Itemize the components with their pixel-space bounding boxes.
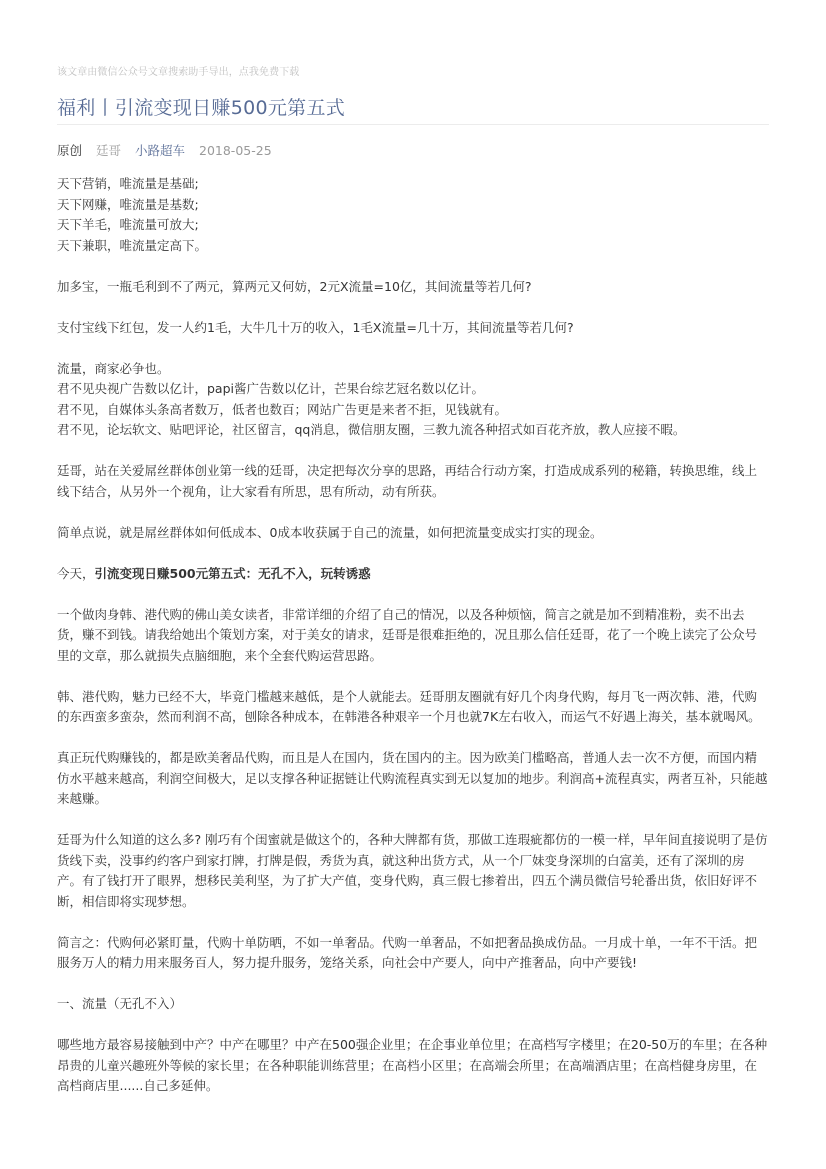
article-title: 福利丨引流变现日赚500元第五式 bbox=[57, 97, 346, 119]
paragraph: 简单点说，就是屌丝群体如何低成本、0成本收获属于自己的流量，如何把流量变成实打实的现金。 bbox=[57, 524, 603, 540]
highlight-prefix: 今天， bbox=[57, 565, 95, 581]
paragraph-highlight bbox=[57, 564, 769, 585]
article-meta bbox=[57, 141, 282, 159]
intro-poem bbox=[57, 174, 769, 256]
poem-line: 天下网赚，唯流量是基数; bbox=[57, 196, 199, 212]
highlight-bold: 引流变现日赚500元第五式：无孔不入，玩转诱惑 bbox=[94, 565, 371, 581]
paragraph: 加多宝，一瓶毛利到不了两元，算两元又何妨，2元X流量=10亿，其间流量等若几何? bbox=[57, 278, 532, 294]
author-name: 廷哥 bbox=[96, 143, 122, 158]
original-tag: 原创 bbox=[57, 143, 83, 158]
paragraph: 廷哥，站在关爱屌丝群体创业第一线的廷哥，决定把每次分享的思路，再结合行动方案，打造成成系列的秘籍，转换思维，线上线下结合，从另外一个视角，让大家看有所思，思有所动，动有所获。 bbox=[57, 463, 758, 499]
paragraph: 廷哥为什么知道的这么多? 刚巧有个闺蜜就是做这个的，各种大牌都有货，那做工连瑕疵都仿的一模一样，早年间直接说明了是仿货线下卖，没事约约客户到家打牌，打牌是假，秀货为真，就这种出货方式，从一个厂妹变身深圳的白富美，还有了深圳的房产。有了钱打开了眼界，想移民美利坚，为了扩大产值，变身代购，真三假七掺着出，四五个满员微信号轮番出货，依旧好评不断，相信即将实现梦想。 bbox=[57, 832, 768, 909]
paragraph: 一个做肉身韩、港代购的佛山美女读者，非常详细的介绍了自己的情况，以及各种烦恼，简言之就是加不到精准粉，卖不出去货，赚不到钱。请我给她出个策划方案，对于美女的请求，廷哥是很难拒绝的，况且那么信任廷哥，花了一个晚上读完了公众号里的文章，那么就损失点脑细胞，来个全套代购运营思路。 bbox=[57, 606, 758, 663]
poem-line: 天下营销，唯流量是基础; bbox=[57, 176, 199, 191]
paragraph-line: 君不见，论坛软文、贴吧评论，社区留言，qq消息，微信朋友圈，三教九流各种招式如百花齐放，教人应接不暇。 bbox=[57, 422, 686, 437]
article-body bbox=[57, 174, 769, 1117]
paragraph: 真正玩代购赚钱的，都是欧美奢品代购，而且是人在国内，货在国内的主。因为欧美门槛略高，普通人去一次不方便，而国内精仿水平越来越高，利润空间极大，足以支撑各种证据链让代购流程真实到无以复加的地步。利润高+流程真实，两者互补，只能越来越赚。 bbox=[57, 750, 768, 806]
account-link[interactable]: 小路超车 bbox=[135, 143, 186, 158]
paragraph-line: 君不见，自媒体头条高者数万，低者也数百；网站广告更是来者不拒，见钱就有。 bbox=[57, 401, 508, 417]
publish-date: 2018-05-25 bbox=[199, 143, 272, 158]
paragraph: 支付宝线下红包，发一人约1毛，大牛几十万的收入，1毛X流量=几十万，其间流量等若几何? bbox=[57, 319, 574, 335]
paragraph: 简言之：代购何必紧盯量，代购十单防晒，不如一单奢品。代购一单奢品，不如把奢品换成仿品。一月成十单，一年不干活。把服务万人的精力用来服务百人，努力提升服务，笼络关系，向社会中产要人，向中产推奢品，向中产要钱! bbox=[57, 934, 758, 970]
paragraph: 韩、港代购，魅力已经不大，毕竟门槛越来越低，是个人就能去。廷哥朋友圈就有好几个肉身代购，每月飞一两次韩、港，代购的东西蛮多蛮杂，然而利润不高，刨除各种成本，在韩港各种艰辛一个月也就7K左右收入，而运气不好遇上海关，基本就喝风。 bbox=[57, 688, 761, 724]
export-note-link[interactable]: 该文章由微信公众号文章搜索助手导出，点我免费下载 bbox=[57, 67, 300, 78]
paragraph-line: 君不见央视广告数以亿计，papi酱广告数以亿计，芒果台综艺冠名数以亿计。 bbox=[57, 381, 485, 396]
paragraph-line: 流量，商家必争也。 bbox=[57, 360, 170, 376]
poem-line: 天下兼职，唯流量定高下。 bbox=[57, 237, 208, 253]
paragraph-group bbox=[57, 359, 769, 441]
title-divider bbox=[57, 124, 769, 125]
section-heading: 一、流量（无孔不入） bbox=[57, 996, 183, 1011]
paragraph: 哪些地方最容易接触到中产？中产在哪里？中产在500强企业里；在企事业单位里；在高档写字楼里；在20-50万的车里；在各种昂贵的儿童兴趣班外等候的家长里；在各种职能训练营里；在高档小区里；在高端会所里；在高端酒店里；在高档健身房里，在高档商店里......自己多延伸。 bbox=[57, 1037, 768, 1093]
poem-line: 天下羊毛，唯流量可放大; bbox=[57, 217, 199, 232]
